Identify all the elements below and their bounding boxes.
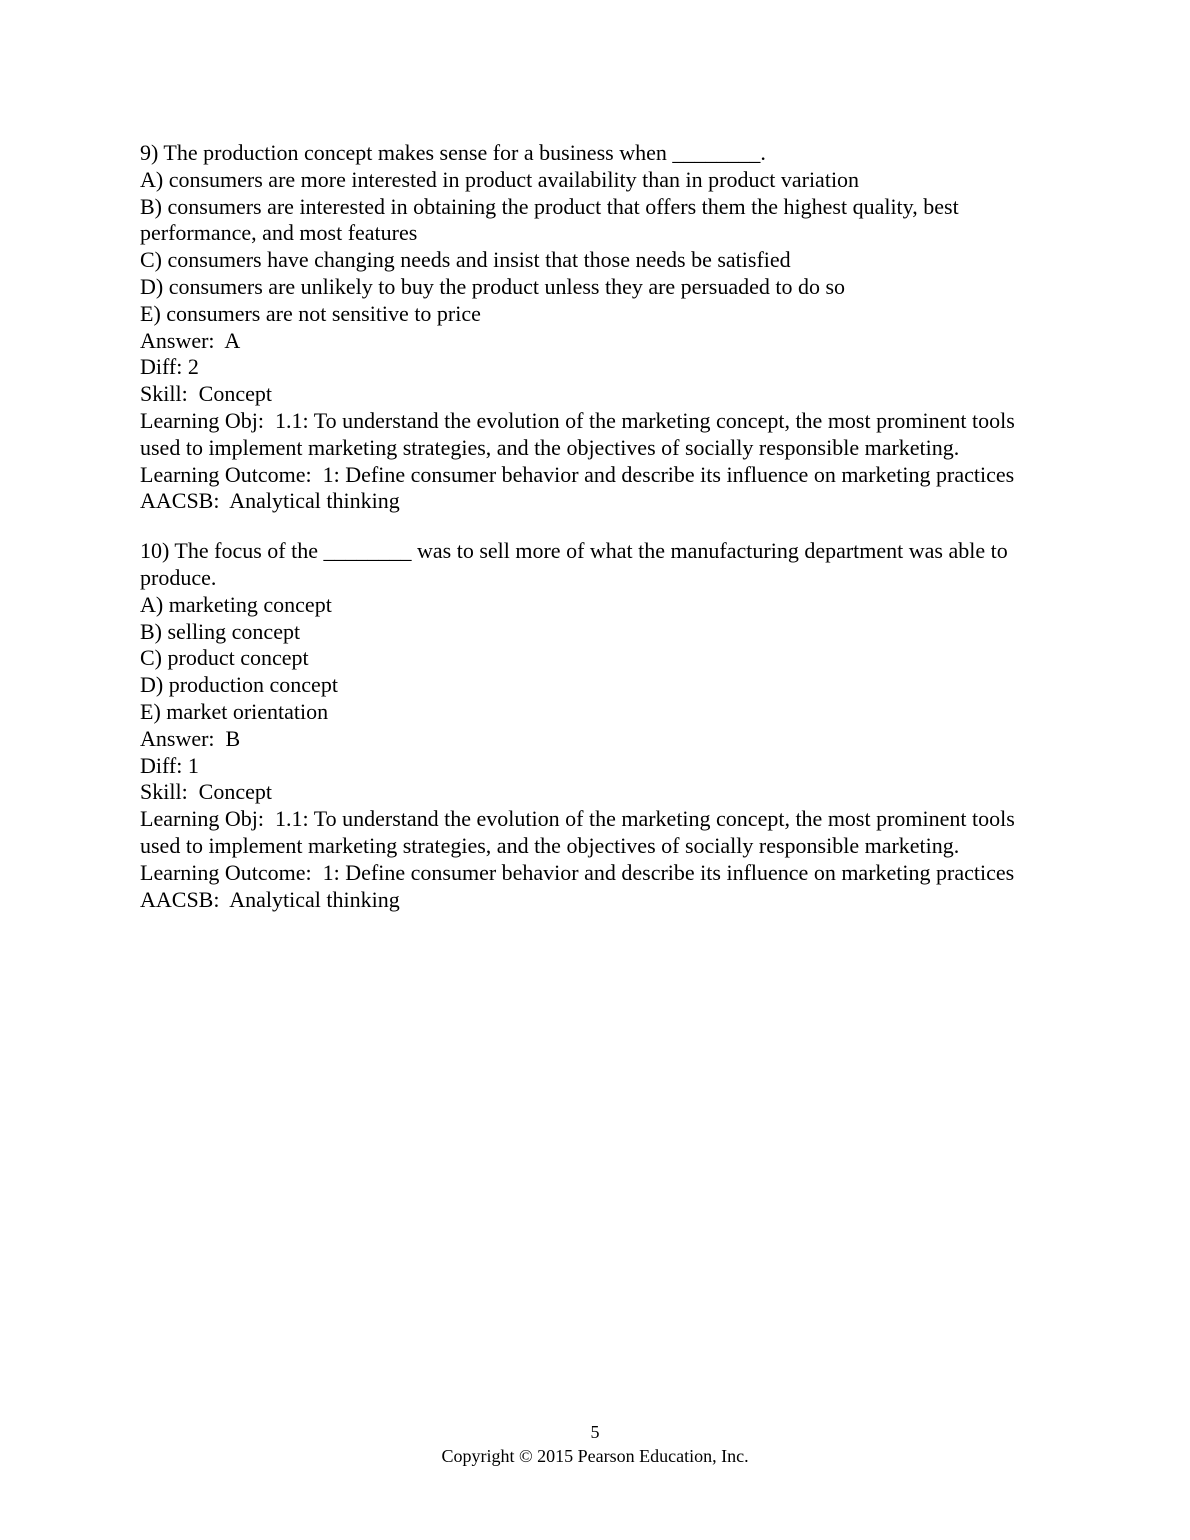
option-a: A) marketing concept [140,591,332,617]
skill: Skill: Concept [140,779,272,805]
option-c: C) consumers have changing needs and insist that those needs be satisfied [140,247,791,273]
learning-objective: Learning Obj: 1.1: To understand the evolution of the marketing concept, the most prominent tools used to implement marketing strategies, and the objectives of socially responsible marketing. [140,407,1021,460]
option-e: E) market orientation [140,698,329,724]
question-10 [140,538,1050,913]
option-d: D) consumers are unlikely to buy the product unless they are persuaded to do so [140,273,846,299]
document-body [140,140,1050,913]
skill: Skill: Concept [140,381,272,407]
learning-outcome: Learning Outcome: 1: Define consumer behavior and describe its influence on marketing practices [140,859,1015,885]
question-9 [140,140,1050,515]
copyright-notice: Copyright © 2015 Pearson Education, Inc. [441,1446,749,1466]
difficulty: Diff: 2 [140,354,199,380]
option-d: D) production concept [140,672,338,698]
option-e: E) consumers are not sensitive to price [140,300,481,326]
answer: Answer: A [140,327,241,353]
option-b: B) selling concept [140,618,301,644]
answer: Answer: B [140,725,241,751]
page-number: 5 [590,1422,600,1442]
aacsb: AACSB: Analytical thinking [140,886,400,912]
difficulty: Diff: 1 [140,752,199,778]
option-c: C) product concept [140,645,309,671]
learning-objective: Learning Obj: 1.1: To understand the evolution of the marketing concept, the most prominent tools used to implement marketing strategies, and the objectives of socially responsible marketing. [140,806,1021,858]
question-stem: 10) The focus of the ________ was to sell more of what the manufacturing department was able to produce. [140,538,1014,590]
option-a: A) consumers are more interested in product availability than in product variation [140,166,860,192]
aacsb: AACSB: Analytical thinking [140,488,400,514]
option-b: B) consumers are interested in obtaining the product that offers them the highest quality, best performance, and most features [140,193,965,246]
learning-outcome: Learning Outcome: 1: Define consumer behavior and describe its influence on marketing practices [140,461,1015,487]
question-stem: 9) The production concept makes sense for a business when ________. [140,140,766,165]
